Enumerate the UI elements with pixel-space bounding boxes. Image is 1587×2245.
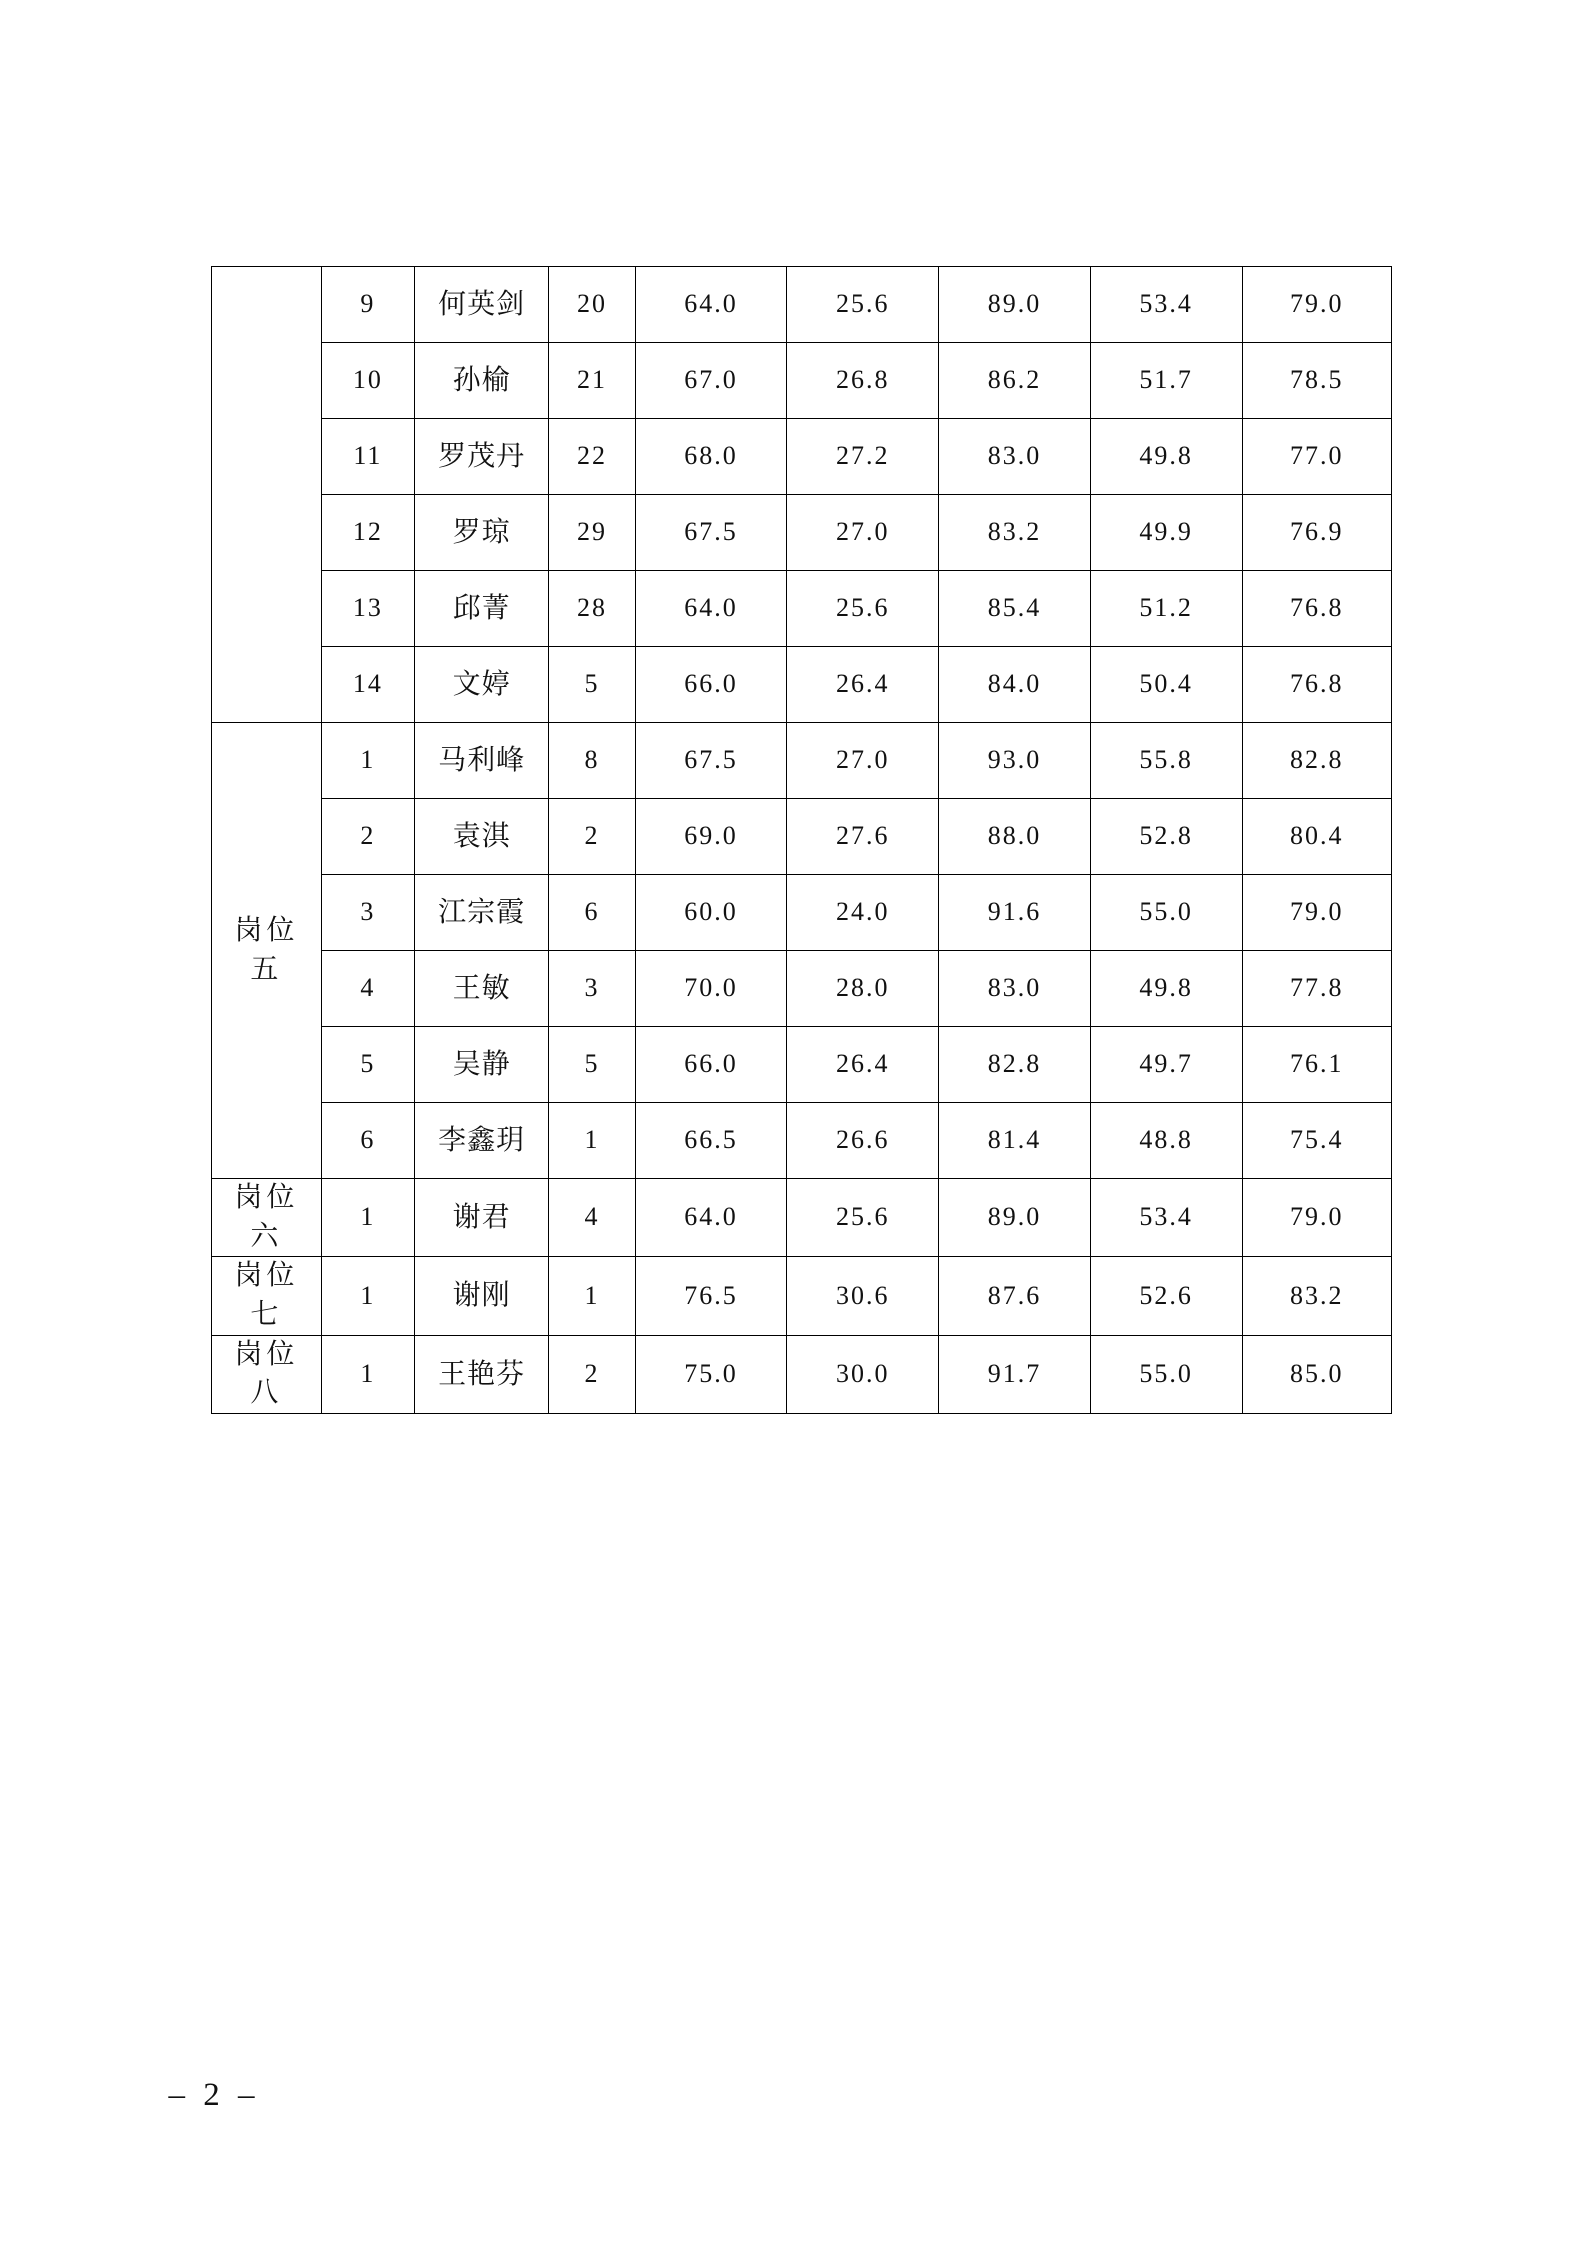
interview-weighted-cell: 53.4 (1090, 1179, 1242, 1257)
table-row (212, 1027, 1392, 1103)
candidate-name-cell: 文婷 (415, 647, 549, 723)
candidate-number-cell: 28 (549, 571, 635, 647)
candidate-number-cell: 2 (549, 799, 635, 875)
candidate-name-cell: 邱菁 (415, 571, 549, 647)
candidate-name-cell: 江宗霞 (415, 875, 549, 951)
candidate-number-cell: 2 (549, 1335, 635, 1413)
total-score-cell: 79.0 (1242, 875, 1391, 951)
written-score-cell: 67.0 (635, 343, 787, 419)
interview-score-cell: 93.0 (939, 723, 1091, 799)
interview-score-cell: 87.6 (939, 1257, 1091, 1335)
total-score-cell: 85.0 (1242, 1335, 1391, 1413)
total-score-cell: 77.0 (1242, 419, 1391, 495)
rank-cell: 1 (321, 723, 414, 799)
candidate-number-cell: 29 (549, 495, 635, 571)
candidate-name-cell: 李鑫玥 (415, 1103, 549, 1179)
written-weighted-cell: 26.8 (787, 343, 939, 419)
rank-cell: 2 (321, 799, 414, 875)
table-row (212, 1103, 1392, 1179)
interview-weighted-cell: 55.8 (1090, 723, 1242, 799)
written-score-cell: 76.5 (635, 1257, 787, 1335)
interview-score-cell: 88.0 (939, 799, 1091, 875)
written-weighted-cell: 27.0 (787, 495, 939, 571)
rank-cell: 11 (321, 419, 414, 495)
candidate-name-cell: 罗茂丹 (415, 419, 549, 495)
total-score-cell: 75.4 (1242, 1103, 1391, 1179)
interview-weighted-cell: 49.8 (1090, 419, 1242, 495)
interview-weighted-cell: 49.8 (1090, 951, 1242, 1027)
rank-cell: 1 (321, 1179, 414, 1257)
candidate-number-cell: 22 (549, 419, 635, 495)
total-score-cell: 82.8 (1242, 723, 1391, 799)
candidate-number-cell: 3 (549, 951, 635, 1027)
written-score-cell: 69.0 (635, 799, 787, 875)
interview-score-cell: 83.0 (939, 419, 1091, 495)
candidate-name-cell: 谢君 (415, 1179, 549, 1257)
candidate-number-cell: 6 (549, 875, 635, 951)
written-score-cell: 60.0 (635, 875, 787, 951)
interview-weighted-cell: 51.7 (1090, 343, 1242, 419)
written-score-cell: 67.5 (635, 723, 787, 799)
written-weighted-cell: 27.0 (787, 723, 939, 799)
candidate-name-cell: 罗琼 (415, 495, 549, 571)
total-score-cell: 76.1 (1242, 1027, 1391, 1103)
rank-cell: 4 (321, 951, 414, 1027)
group-label-cell: 岗位八 (212, 1335, 322, 1413)
written-weighted-cell: 25.6 (787, 1179, 939, 1257)
candidate-name-cell: 王敏 (415, 951, 549, 1027)
interview-score-cell: 83.2 (939, 495, 1091, 571)
written-weighted-cell: 30.6 (787, 1257, 939, 1335)
interview-weighted-cell: 48.8 (1090, 1103, 1242, 1179)
interview-score-cell: 85.4 (939, 571, 1091, 647)
written-score-cell: 70.0 (635, 951, 787, 1027)
candidate-number-cell: 8 (549, 723, 635, 799)
candidate-number-cell: 5 (549, 647, 635, 723)
candidate-name-cell: 袁淇 (415, 799, 549, 875)
table-row (212, 647, 1392, 723)
written-weighted-cell: 27.6 (787, 799, 939, 875)
table-row (212, 723, 1392, 799)
written-weighted-cell: 26.4 (787, 647, 939, 723)
table-row (212, 419, 1392, 495)
group-label-cell: 岗位七 (212, 1257, 322, 1335)
table-row (212, 343, 1392, 419)
written-score-cell: 64.0 (635, 571, 787, 647)
rank-cell: 5 (321, 1027, 414, 1103)
candidate-number-cell: 1 (549, 1103, 635, 1179)
rank-cell: 6 (321, 1103, 414, 1179)
interview-score-cell: 89.0 (939, 1179, 1091, 1257)
table-body (212, 267, 1392, 1414)
candidate-name-cell: 孙榆 (415, 343, 549, 419)
table-row (212, 571, 1392, 647)
page-number: – 2 – (168, 2077, 260, 2113)
candidate-name-cell: 何英剑 (415, 267, 549, 343)
interview-weighted-cell: 55.0 (1090, 1335, 1242, 1413)
interview-score-cell: 89.0 (939, 267, 1091, 343)
candidate-name-cell: 王艳芬 (415, 1335, 549, 1413)
interview-score-cell: 91.7 (939, 1335, 1091, 1413)
written-weighted-cell: 27.2 (787, 419, 939, 495)
written-weighted-cell: 25.6 (787, 267, 939, 343)
interview-weighted-cell: 53.4 (1090, 267, 1242, 343)
rank-cell: 1 (321, 1257, 414, 1335)
written-weighted-cell: 28.0 (787, 951, 939, 1027)
rank-cell: 12 (321, 495, 414, 571)
written-score-cell: 64.0 (635, 1179, 787, 1257)
interview-score-cell: 86.2 (939, 343, 1091, 419)
interview-weighted-cell: 52.8 (1090, 799, 1242, 875)
written-weighted-cell: 26.4 (787, 1027, 939, 1103)
table-row (212, 1257, 1392, 1335)
total-score-cell: 83.2 (1242, 1257, 1391, 1335)
written-weighted-cell: 25.6 (787, 571, 939, 647)
total-score-cell: 76.9 (1242, 495, 1391, 571)
total-score-cell: 79.0 (1242, 1179, 1391, 1257)
interview-weighted-cell: 51.2 (1090, 571, 1242, 647)
interview-weighted-cell: 55.0 (1090, 875, 1242, 951)
rank-cell: 1 (321, 1335, 414, 1413)
interview-weighted-cell: 49.7 (1090, 1027, 1242, 1103)
written-score-cell: 68.0 (635, 419, 787, 495)
interview-weighted-cell: 52.6 (1090, 1257, 1242, 1335)
written-weighted-cell: 26.6 (787, 1103, 939, 1179)
candidate-name-cell: 马利峰 (415, 723, 549, 799)
interview-score-cell: 81.4 (939, 1103, 1091, 1179)
interview-score-cell: 84.0 (939, 647, 1091, 723)
written-score-cell: 66.5 (635, 1103, 787, 1179)
rank-cell: 10 (321, 343, 414, 419)
interview-score-cell: 82.8 (939, 1027, 1091, 1103)
written-weighted-cell: 24.0 (787, 875, 939, 951)
candidate-name-cell: 谢刚 (415, 1257, 549, 1335)
written-score-cell: 75.0 (635, 1335, 787, 1413)
total-score-cell: 76.8 (1242, 647, 1391, 723)
total-score-cell: 79.0 (1242, 267, 1391, 343)
candidate-name-cell: 吴静 (415, 1027, 549, 1103)
table-row (212, 799, 1392, 875)
written-weighted-cell: 30.0 (787, 1335, 939, 1413)
group-label-cell: 岗位五 (212, 723, 322, 1179)
table-row (212, 1335, 1392, 1413)
rank-cell: 14 (321, 647, 414, 723)
rank-cell: 3 (321, 875, 414, 951)
total-score-cell: 76.8 (1242, 571, 1391, 647)
table-row (212, 267, 1392, 343)
written-score-cell: 66.0 (635, 1027, 787, 1103)
group-label-cell (212, 267, 322, 723)
written-score-cell: 67.5 (635, 495, 787, 571)
total-score-cell: 78.5 (1242, 343, 1391, 419)
rank-cell: 13 (321, 571, 414, 647)
total-score-cell: 77.8 (1242, 951, 1391, 1027)
candidate-number-cell: 20 (549, 267, 635, 343)
total-score-cell: 80.4 (1242, 799, 1391, 875)
rank-cell: 9 (321, 267, 414, 343)
table-row (212, 1179, 1392, 1257)
candidate-score-table (211, 266, 1392, 1414)
interview-score-cell: 91.6 (939, 875, 1091, 951)
candidate-number-cell: 21 (549, 343, 635, 419)
table-row (212, 875, 1392, 951)
group-label-cell: 岗位六 (212, 1179, 322, 1257)
written-score-cell: 64.0 (635, 267, 787, 343)
interview-weighted-cell: 49.9 (1090, 495, 1242, 571)
candidate-number-cell: 5 (549, 1027, 635, 1103)
table-row (212, 495, 1392, 571)
table-row (212, 951, 1392, 1027)
interview-weighted-cell: 50.4 (1090, 647, 1242, 723)
candidate-number-cell: 1 (549, 1257, 635, 1335)
written-score-cell: 66.0 (635, 647, 787, 723)
interview-score-cell: 83.0 (939, 951, 1091, 1027)
candidate-number-cell: 4 (549, 1179, 635, 1257)
